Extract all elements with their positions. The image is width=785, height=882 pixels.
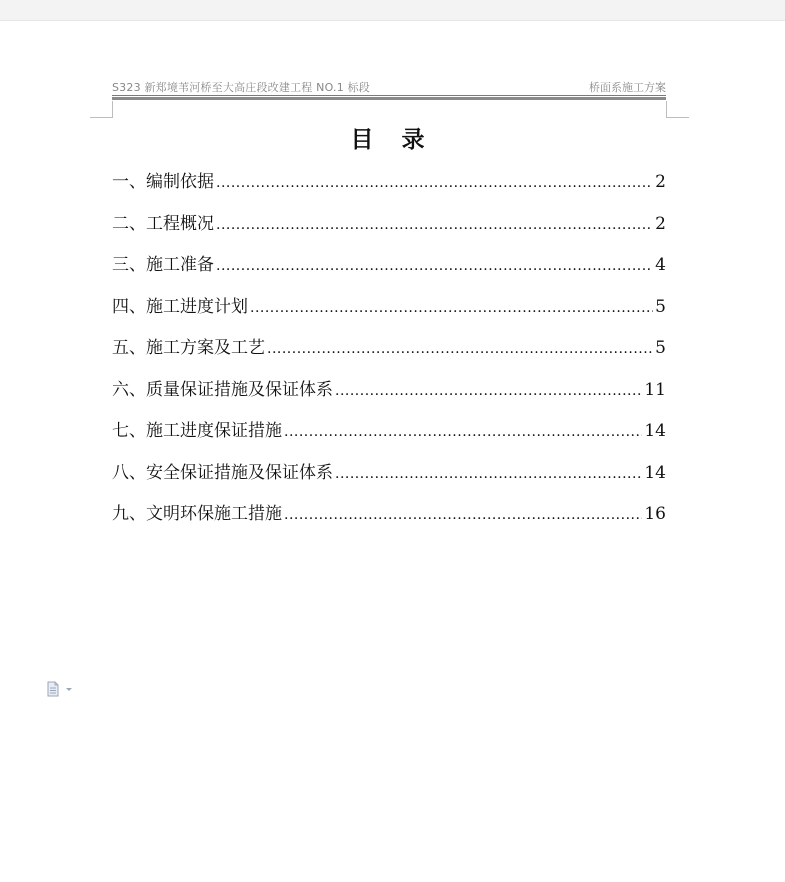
header-project-name: S323 新郑境苇河桥至大高庄段改建工程 NO.1 标段 bbox=[112, 81, 371, 94]
document-page bbox=[0, 21, 785, 882]
toc-entry-page: 2 bbox=[655, 172, 666, 192]
toc-leader-dots bbox=[267, 341, 653, 357]
toc-entry[interactable] bbox=[112, 375, 666, 417]
toc-entry-label: 五、施工方案及工艺 bbox=[112, 338, 265, 358]
toc-leader-dots bbox=[216, 258, 653, 274]
toc-leader-dots bbox=[216, 175, 653, 191]
toc-entry[interactable] bbox=[112, 499, 666, 541]
toc-entry-label: 三、施工准备 bbox=[112, 255, 214, 275]
toc-entry[interactable] bbox=[112, 458, 666, 500]
toc-entry-label: 四、施工进度计划 bbox=[112, 296, 248, 317]
toc-leader-dots bbox=[284, 507, 642, 523]
toc-leader-dots bbox=[335, 383, 642, 399]
toc-list bbox=[112, 167, 666, 541]
margin-corner-right bbox=[666, 101, 689, 118]
toc-entry-label: 一、编制依据 bbox=[112, 172, 214, 192]
toc-entry[interactable] bbox=[112, 333, 666, 375]
toc-entry-page: 2 bbox=[655, 213, 666, 234]
toc-entry[interactable] bbox=[112, 209, 666, 251]
toc-entry[interactable] bbox=[112, 167, 666, 209]
header-rule-thick bbox=[112, 97, 666, 100]
toc-entry-page: 14 bbox=[644, 462, 666, 483]
toc-entry-label: 七、施工进度保证措施 bbox=[112, 421, 282, 441]
toc-entry-page: 11 bbox=[644, 379, 666, 400]
toc-entry-page: 5 bbox=[655, 296, 666, 317]
toc-leader-dots bbox=[250, 300, 653, 316]
toc-entry-label: 九、文明环保施工措施 bbox=[112, 504, 282, 524]
toc-entry[interactable] bbox=[112, 416, 666, 458]
toc-entry-page: 14 bbox=[644, 421, 666, 441]
toc-entry[interactable] bbox=[112, 250, 666, 292]
toc-entry-label: 二、工程概况 bbox=[112, 213, 214, 234]
header-document-title: 桥面系施工方案 bbox=[589, 81, 666, 94]
toc-title: 目 录 bbox=[350, 126, 435, 153]
toc-leader-dots bbox=[284, 424, 642, 440]
toc-entry-page: 16 bbox=[644, 504, 666, 524]
toc-entry-page: 4 bbox=[655, 255, 666, 275]
toc-leader-dots bbox=[216, 217, 653, 233]
header-rule-thin bbox=[112, 95, 666, 96]
toc-entry-label: 六、质量保证措施及保证体系 bbox=[112, 379, 333, 400]
toc-entry-page: 5 bbox=[655, 338, 666, 358]
top-toolbar-strip bbox=[0, 0, 785, 21]
toc-entry[interactable] bbox=[112, 292, 666, 334]
margin-corner-left bbox=[90, 101, 113, 118]
toc-entry-label: 八、安全保证措施及保证体系 bbox=[112, 462, 333, 483]
toc-leader-dots bbox=[335, 466, 642, 482]
document-dropdown-icon[interactable] bbox=[47, 681, 75, 697]
